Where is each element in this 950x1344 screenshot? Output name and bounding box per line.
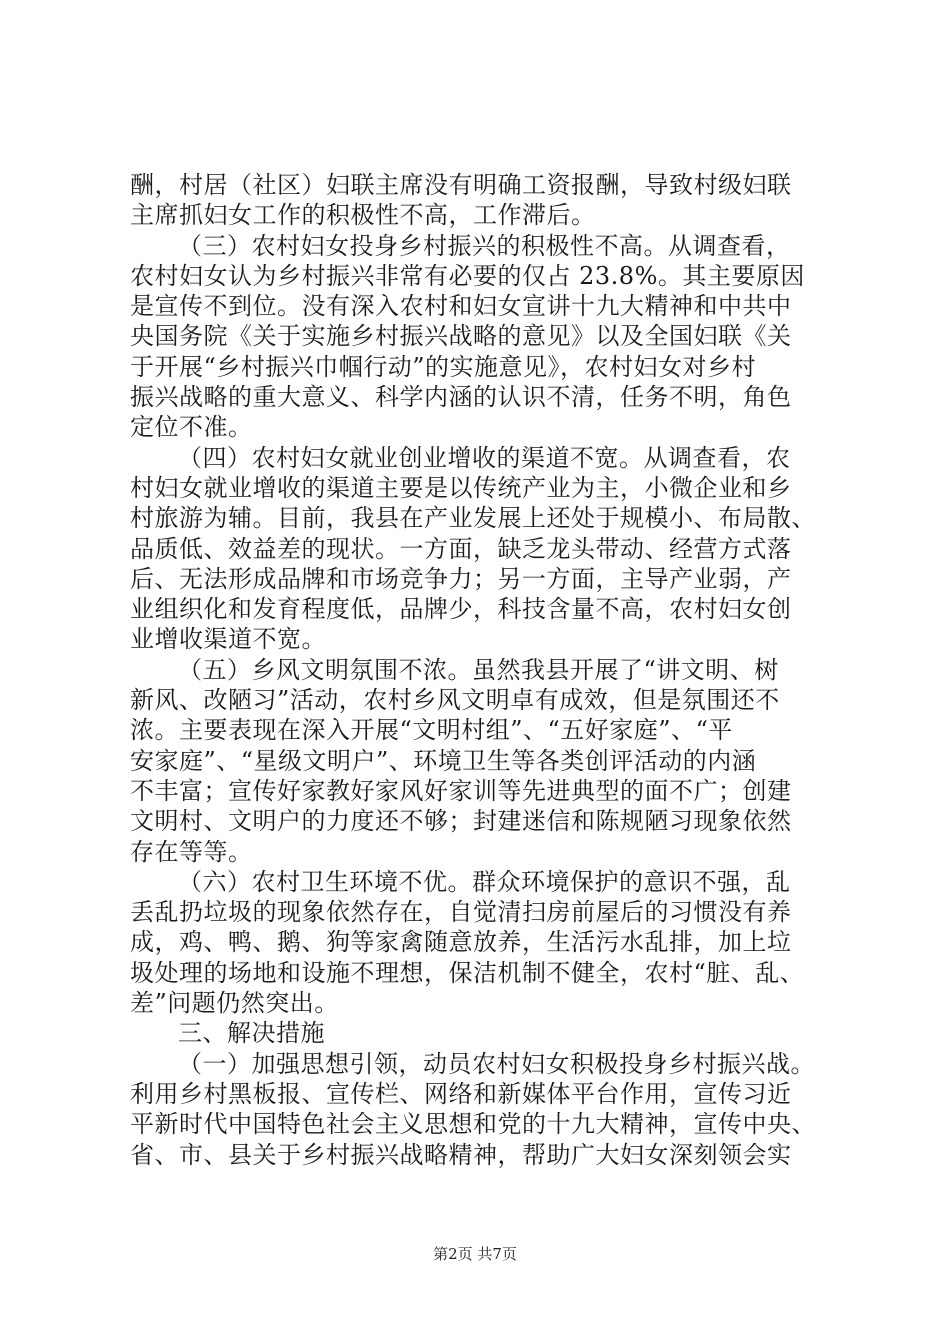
text-line: 圾处理的场地和设施不理想，保洁机制不健全，农村“脏、乱、: [130, 958, 805, 987]
page-number: 第2页 共7页: [433, 1245, 517, 1263]
text-line: 不丰富；宣传好家教好家风好家训等先进典型的面不广；创建: [130, 776, 792, 805]
text-line: 是宣传不到位。没有深入农村和妇女宣讲十九大精神和中共中: [130, 292, 792, 321]
text-line: 主席抓妇女工作的积极性不高，工作滞后。: [130, 201, 596, 230]
text-line: 业增收渠道不宽。: [130, 625, 326, 654]
text-line: 省、市、县关于乡村振兴战略精神，帮助广大妇女深刻领会实: [130, 1140, 792, 1169]
text-line: 于开展“乡村振兴巾帼行动”的实施意见》，农村妇女对乡村: [130, 352, 757, 381]
text-line: 农村妇女认为乡村振兴非常有必要的仅占 23.8%。其主要原因: [130, 261, 805, 290]
text-line: 村妇女就业增收的渠道主要是以传统产业为主，小微企业和乡: [130, 473, 792, 502]
paragraph-heading-4: （四）农村妇女就业创业增收的渠道不宽。从调查看，农: [178, 443, 791, 472]
text-line: 存在等等。: [130, 837, 253, 866]
text-line: 安家庭”、“星级文明户”、环境卫生等各类创评活动的内涵: [130, 746, 757, 775]
text-line: 品质低、效益差的现状。一方面，缺乏龙头带动、经营方式落: [130, 534, 792, 563]
text-line: 平新时代中国特色社会主义思想和党的十九大精神，宣传中央、: [130, 1110, 816, 1139]
text-line: 振兴战略的重大意义、科学内涵的认识不清，任务不明，角色: [130, 383, 792, 412]
paragraph-heading-5: （五）乡风文明氛围不浓。虽然我县开展了“讲文明、树: [178, 655, 779, 684]
text-line: 利用乡村黑板报、宣传栏、网络和新媒体平台作用，宣传习近: [130, 1079, 792, 1108]
text-line: 酬，村居（社区）妇联主席没有明确工资报酬，导致村级妇联: [130, 171, 792, 199]
text-line: 新风、改陋习”活动，农村乡风文明卓有成效，但是氛围还不: [130, 686, 780, 715]
text-line: 丢乱扔垃圾的现象依然存在，自觉清扫房前屋后的习惯没有养: [130, 898, 792, 927]
text-line: 文明村、文明户的力度还不够；封建迷信和陈规陋习现象依然: [130, 807, 792, 836]
text-line: 央国务院《关于实施乡村振兴战略的意见》以及全国妇联《关: [130, 322, 792, 351]
section-heading: 三、解决措施: [178, 1019, 325, 1048]
paragraph-heading-1: （一）加强思想引领，动员农村妇女积极投身乡村振兴战。: [178, 1049, 815, 1078]
text-line: 后、无法形成品牌和市场竞争力；另一方面，主导产业弱，产: [130, 564, 792, 593]
paragraph-heading-3: （三）农村妇女投身乡村振兴的积极性不高。从调查看，: [178, 231, 791, 260]
text-line: 业组织化和发育程度低，品牌少，科技含量不高，农村妇女创: [130, 595, 792, 624]
paragraph-heading-6: （六）农村卫生环境不优。群众环境保护的意识不强，乱: [178, 867, 791, 896]
text-line: 村旅游为辅。目前，我县在产业发展上还处于规模小、布局散、: [130, 504, 816, 533]
text-line: 浓。主要表现在深入开展“文明村组”、“五好家庭”、“平: [130, 716, 733, 745]
text-line: 差”问题仍然突出。: [130, 989, 339, 1018]
text-line: 定位不准。: [130, 413, 253, 442]
page-footer: [0, 1243, 950, 1264]
document-body: [130, 170, 850, 1170]
text-line: 成，鸡、鸭、鹅、狗等家禽随意放养，生活污水乱排，加上垃: [130, 928, 792, 957]
